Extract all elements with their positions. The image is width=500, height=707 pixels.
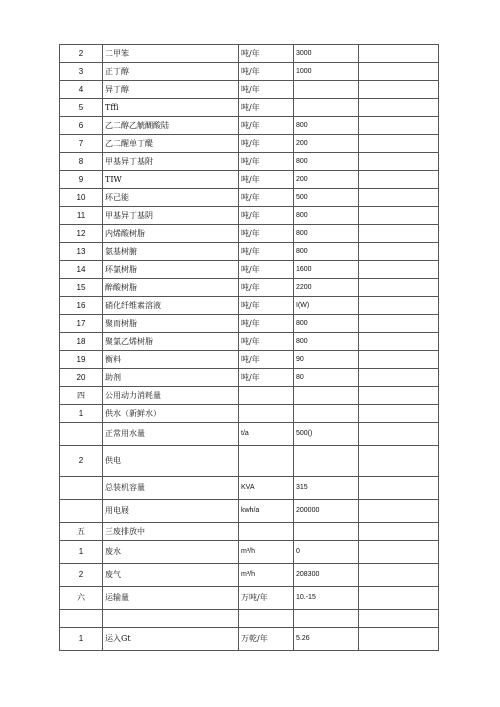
row-number-cell: 2 (60, 446, 103, 477)
item-name-cell: 甲基异丁基阴 (103, 207, 239, 225)
unit-cell: kwh/a (239, 500, 294, 523)
item-name-cell: 运输量 (103, 587, 239, 610)
unit-cell (239, 387, 294, 405)
amount-cell (294, 387, 359, 405)
remark-cell (359, 587, 439, 610)
remark-cell (359, 189, 439, 207)
item-name-cell: 异丁醇 (103, 81, 239, 99)
remark-cell (359, 564, 439, 587)
amount-cell: I(W) (294, 297, 359, 315)
amount-cell (294, 610, 359, 628)
item-name-cell: 正丁醇 (103, 63, 239, 81)
table-row (60, 564, 439, 587)
item-name-cell: 供水（新鲜水） (103, 405, 239, 423)
unit-cell: 吨/年 (239, 279, 294, 297)
table-row (60, 446, 439, 477)
remark-cell (359, 541, 439, 564)
unit-cell (239, 610, 294, 628)
row-number-cell: 10 (60, 189, 103, 207)
amount-cell: 80 (294, 369, 359, 387)
item-name-cell: TIW (103, 171, 239, 189)
remark-cell (359, 405, 439, 423)
unit-cell: m³/h (239, 564, 294, 587)
row-number-cell (60, 500, 103, 523)
unit-cell: t/a (239, 423, 294, 446)
item-name-cell: 氨基树腑 (103, 243, 239, 261)
remark-cell (359, 369, 439, 387)
amount-cell: 800 (294, 117, 359, 135)
table-row (60, 279, 439, 297)
table-row (60, 541, 439, 564)
table-row (60, 135, 439, 153)
consumption-table (59, 44, 439, 651)
unit-cell: 万乾/年 (239, 628, 294, 651)
amount-cell: 208300 (294, 564, 359, 587)
row-number-cell: 7 (60, 135, 103, 153)
row-number-cell: 2 (60, 45, 103, 63)
item-name-cell: 环己能 (103, 189, 239, 207)
item-name-cell: 乙二醇乙觥醐酸陆 (103, 117, 239, 135)
remark-cell (359, 63, 439, 81)
unit-cell: m³/h (239, 541, 294, 564)
row-number-cell: 五 (60, 523, 103, 541)
unit-cell: 吨/年 (239, 333, 294, 351)
unit-cell: 吨/年 (239, 99, 294, 117)
row-number-cell: 9 (60, 171, 103, 189)
item-name-cell: 环氯树脂 (103, 261, 239, 279)
amount-cell: 500() (294, 423, 359, 446)
item-name-cell (103, 610, 239, 628)
unit-cell: 吨/年 (239, 261, 294, 279)
remark-cell (359, 45, 439, 63)
amount-cell: 1600 (294, 261, 359, 279)
item-name-cell: 用电屐 (103, 500, 239, 523)
table-row (60, 405, 439, 423)
table-row (60, 351, 439, 369)
unit-cell: 万吨/年 (239, 587, 294, 610)
unit-cell: 吨/年 (239, 135, 294, 153)
row-number-cell: 17 (60, 315, 103, 333)
table-row (60, 587, 439, 610)
unit-cell: 吨/年 (239, 189, 294, 207)
table-row (60, 500, 439, 523)
remark-cell (359, 610, 439, 628)
item-name-cell: 聚氯乙烯树脂 (103, 333, 239, 351)
remark-cell (359, 207, 439, 225)
item-name-cell: 运入Gt (103, 628, 239, 651)
unit-cell: 吨/年 (239, 117, 294, 135)
row-number-cell: 19 (60, 351, 103, 369)
amount-cell: 0 (294, 541, 359, 564)
row-number-cell: 4 (60, 81, 103, 99)
remark-cell (359, 117, 439, 135)
amount-cell: 1000 (294, 63, 359, 81)
row-number-cell: 6 (60, 117, 103, 135)
remark-cell (359, 500, 439, 523)
row-number-cell: 14 (60, 261, 103, 279)
amount-cell: 800 (294, 207, 359, 225)
table-row (60, 477, 439, 500)
table-row (60, 243, 439, 261)
remark-cell (359, 523, 439, 541)
table-row (60, 189, 439, 207)
table-row (60, 171, 439, 189)
table-row (60, 423, 439, 446)
unit-cell: 吨/年 (239, 153, 294, 171)
remark-cell (359, 225, 439, 243)
table-row (60, 369, 439, 387)
amount-cell (294, 99, 359, 117)
remark-cell (359, 135, 439, 153)
item-name-cell: 供电 (103, 446, 239, 477)
table-row (60, 315, 439, 333)
table-row (60, 117, 439, 135)
remark-cell (359, 351, 439, 369)
amount-cell: 200 (294, 135, 359, 153)
table-row (60, 261, 439, 279)
item-name-cell: 醉酸树脂 (103, 279, 239, 297)
amount-cell: 315 (294, 477, 359, 500)
item-name-cell: 废水 (103, 541, 239, 564)
table-row (60, 297, 439, 315)
table-row (60, 610, 439, 628)
table-row (60, 81, 439, 99)
unit-cell: 吨/年 (239, 297, 294, 315)
amount-cell: 2200 (294, 279, 359, 297)
item-name-cell: 甲基异丁基附 (103, 153, 239, 171)
item-name-cell: 聚而树脂 (103, 315, 239, 333)
row-number-cell: 1 (60, 541, 103, 564)
item-name-cell: 正常用水量 (103, 423, 239, 446)
row-number-cell (60, 477, 103, 500)
amount-cell: 200000 (294, 500, 359, 523)
amount-cell (294, 405, 359, 423)
remark-cell (359, 477, 439, 500)
unit-cell: 吨/年 (239, 315, 294, 333)
remark-cell (359, 153, 439, 171)
unit-cell: 吨/年 (239, 225, 294, 243)
amount-cell: 10.-15 (294, 587, 359, 610)
row-number-cell: 3 (60, 63, 103, 81)
item-name-cell: 废气 (103, 564, 239, 587)
amount-cell: 5.26 (294, 628, 359, 651)
unit-cell (239, 446, 294, 477)
row-number-cell (60, 610, 103, 628)
table-row (60, 63, 439, 81)
unit-cell: 吨/年 (239, 45, 294, 63)
item-name-cell: 乙二醒单丁醍 (103, 135, 239, 153)
remark-cell (359, 99, 439, 117)
table-row (60, 225, 439, 243)
row-number-cell (60, 423, 103, 446)
table-row (60, 153, 439, 171)
item-name-cell: 三废排放中 (103, 523, 239, 541)
row-number-cell: 13 (60, 243, 103, 261)
amount-cell: 90 (294, 351, 359, 369)
amount-cell: 3000 (294, 45, 359, 63)
unit-cell: 吨/年 (239, 63, 294, 81)
row-number-cell: 1 (60, 405, 103, 423)
remark-cell (359, 423, 439, 446)
row-number-cell: 11 (60, 207, 103, 225)
row-number-cell: 8 (60, 153, 103, 171)
row-number-cell: 16 (60, 297, 103, 315)
row-number-cell: 20 (60, 369, 103, 387)
amount-cell: 200 (294, 171, 359, 189)
remark-cell (359, 333, 439, 351)
row-number-cell: 四 (60, 387, 103, 405)
item-name-cell: Tffi (103, 99, 239, 117)
table-row (60, 207, 439, 225)
remark-cell (359, 446, 439, 477)
table-body (60, 45, 439, 651)
item-name-cell: 公用动力消耗量 (103, 387, 239, 405)
table-row (60, 387, 439, 405)
row-number-cell: 15 (60, 279, 103, 297)
item-name-cell: 硝化纤维素溶液 (103, 297, 239, 315)
table-row (60, 99, 439, 117)
row-number-cell: 2 (60, 564, 103, 587)
remark-cell (359, 81, 439, 99)
row-number-cell: 1 (60, 628, 103, 651)
remark-cell (359, 171, 439, 189)
amount-cell (294, 81, 359, 99)
row-number-cell: 12 (60, 225, 103, 243)
amount-cell (294, 523, 359, 541)
item-name-cell: 内烯酸树脂 (103, 225, 239, 243)
table-row (60, 523, 439, 541)
unit-cell: 吨/年 (239, 351, 294, 369)
unit-cell (239, 405, 294, 423)
remark-cell (359, 297, 439, 315)
row-number-cell: 六 (60, 587, 103, 610)
remark-cell (359, 279, 439, 297)
remark-cell (359, 243, 439, 261)
amount-cell: 800 (294, 225, 359, 243)
amount-cell: 500 (294, 189, 359, 207)
amount-cell: 800 (294, 333, 359, 351)
amount-cell: 800 (294, 153, 359, 171)
unit-cell: 吨/年 (239, 207, 294, 225)
unit-cell: 吨/年 (239, 171, 294, 189)
remark-cell (359, 315, 439, 333)
table-row (60, 45, 439, 63)
table-row (60, 333, 439, 351)
amount-cell: 800 (294, 243, 359, 261)
unit-cell: KVA (239, 477, 294, 500)
remark-cell (359, 261, 439, 279)
amount-cell: 800 (294, 315, 359, 333)
row-number-cell: 5 (60, 99, 103, 117)
item-name-cell: 总装机容量 (103, 477, 239, 500)
amount-cell (294, 446, 359, 477)
unit-cell: 吨/年 (239, 369, 294, 387)
unit-cell (239, 523, 294, 541)
item-name-cell: 二甲笨 (103, 45, 239, 63)
row-number-cell: 18 (60, 333, 103, 351)
remark-cell (359, 387, 439, 405)
item-name-cell: 助剂 (103, 369, 239, 387)
unit-cell: 吨/年 (239, 81, 294, 99)
item-name-cell: 衡料 (103, 351, 239, 369)
table-row (60, 628, 439, 651)
unit-cell: 吨/年 (239, 243, 294, 261)
remark-cell (359, 628, 439, 651)
